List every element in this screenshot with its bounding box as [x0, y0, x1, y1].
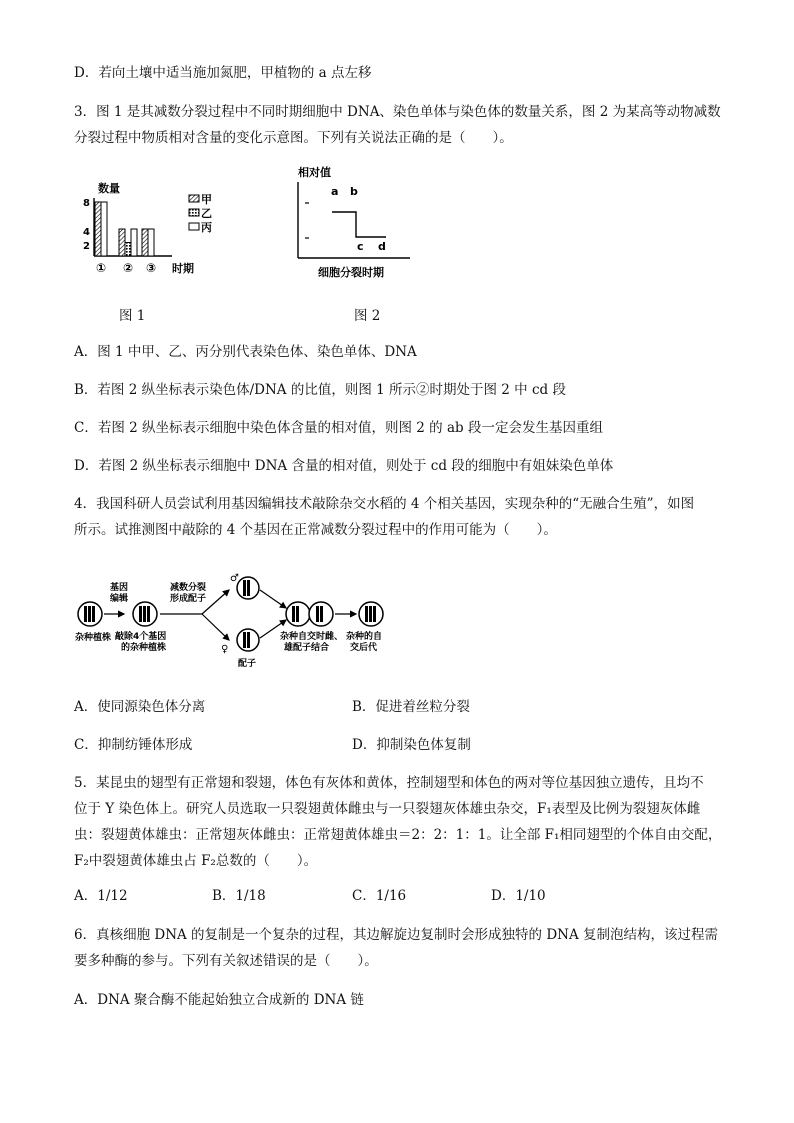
label-meiosis-2: 形成配子 — [170, 594, 207, 604]
figure-1-caption: 图 1 — [119, 308, 146, 324]
bar-bing-3 — [148, 229, 154, 256]
q5-option-b: B．1/18 — [212, 888, 266, 904]
q5-stem-line-2: 位于 Y 染色体上。研究人员选取一只裂翅黄体雌虫与一只裂翅灰体雄虫杂交，F₁表型及比例为裂翅灰体雌 — [74, 801, 701, 817]
label-knockout-2: 的杂种植株 — [121, 643, 167, 653]
q5-option-d: D．1/10 — [491, 888, 546, 904]
cell-offspring — [359, 602, 383, 626]
q4-stem-line-1: 4．我国科研人员尝试利用基因编辑技术敲除杂交水稻的 4 个相关基因，实现杂种的“无融合生殖”，如图 — [74, 496, 695, 512]
arrow-to-male — [202, 590, 229, 614]
legend-label-yi: 乙 — [201, 207, 212, 220]
legend-label-bing: 丙 — [201, 221, 212, 234]
q3-figure-2-chart — [290, 162, 420, 284]
figure2-xlabel: 细胞分裂时期 — [318, 266, 384, 279]
figure-2-caption: 图 2 — [354, 308, 381, 324]
label-gamete: 配子 — [238, 659, 257, 669]
figure1-ytick-2: 2 — [83, 241, 90, 252]
q6-stem-line-1: 6．真核细胞 DNA 的复制是一个复杂的过程，其边解旋边复制时会形成独特的 DNA 复制泡结构，该过程需 — [74, 927, 719, 943]
label-edit-1: 基因 — [110, 583, 129, 593]
figure1-cat-2: ② — [123, 261, 134, 275]
cell-hybrid-plant — [78, 602, 102, 626]
label-meiosis-1: 减数分裂 — [170, 583, 207, 593]
q5-stem-line-1: 5．某昆虫的翅型有正常翅和裂翅，体色有灰体和黄体，控制翅型和体色的两对等位基因独立遗传，且均不 — [74, 775, 704, 791]
figure1-cat-1: ① — [96, 261, 107, 275]
q5-stem-line-4: F₂中裂翅黄体雄虫占 F₂总数的（ ）。 — [74, 853, 318, 869]
q4-option-a: A．使同源染色体分离 — [74, 699, 206, 715]
figure2-point-b: b — [350, 185, 358, 198]
q4-apomixis-diagram — [74, 568, 394, 678]
q6-option-a: A．DNA 聚合酶不能起始独立合成新的 DNA 链 — [74, 992, 364, 1008]
label-knockout-1: 敲除4个基因 — [115, 632, 167, 642]
q2-option-d: D．若向土壤中适当施加氮肥，甲植物的 a 点左移 — [74, 65, 372, 81]
legend-swatch-yi — [189, 209, 199, 216]
label-edit-2: 编辑 — [110, 594, 129, 604]
bar-bing-2 — [131, 229, 137, 256]
bar-bing-1 — [101, 202, 107, 256]
q4-option-c: C．抑制纺锤体形成 — [74, 737, 193, 753]
q3-option-b: B．若图 2 纵坐标表示染色体/DNA 的比值，则图 1 所示②时期处于图 2 中 cd 段 — [74, 382, 566, 398]
bar-jia-2 — [119, 229, 125, 256]
q3-figure-1-chart — [78, 176, 228, 286]
legend-swatch-bing — [189, 223, 199, 230]
q5-stem-line-3: 虫：裂翅黄体雄虫：正常翅灰体雌虫：正常翅黄体雄虫＝2：2：1：1。让全部 F₁相同翅型的个体自由交配， — [74, 827, 722, 843]
bar-jia-1 — [95, 202, 101, 256]
q4-option-d: D．抑制染色体复制 — [352, 737, 471, 753]
figure1-ytick-4: 4 — [83, 227, 90, 238]
bar-yi-2 — [125, 243, 131, 257]
q6-stem-line-2: 要多种酶的参与。下列有关叙述错误的是（ ）。 — [74, 953, 378, 969]
q5-option-a: A．1/12 — [74, 888, 128, 904]
figure2-point-a: a — [331, 185, 339, 198]
q3-option-a: A．图 1 中甲、乙、丙分别代表染色体、染色单体、DNA — [74, 344, 417, 360]
legend-swatch-jia — [189, 195, 199, 202]
label-offspring-2: 交后代 — [350, 643, 378, 653]
q5-option-c: C．1/16 — [352, 888, 407, 904]
figure1-ytick-8: 8 — [83, 198, 90, 209]
q3-stem-line-1: 3．图 1 是其减数分裂过程中不同时期细胞中 DNA、染色单体与染色体的数量关系，图 2 为某高等动物减数 — [74, 104, 721, 120]
arrow-to-female — [202, 614, 229, 640]
female-symbol: ♀ — [221, 644, 229, 655]
figure2-ylabel: 相对值 — [298, 166, 331, 179]
figure1-bars — [95, 202, 154, 256]
cell-female-gamete — [237, 629, 259, 651]
cell-knockout-plant — [133, 602, 157, 626]
bar-jia-3 — [142, 229, 148, 256]
figure2-point-c: c — [357, 240, 364, 253]
figure2-point-d: d — [378, 240, 386, 253]
label-fusion-1: 杂种自交时雌、 — [280, 632, 344, 642]
q4-stem-line-2: 所示。试推测图中敲除的 4 个基因在正常减数分裂过程中的作用可能为（ ）。 — [74, 522, 557, 538]
figure2-step-line — [332, 212, 386, 237]
label-hybrid-plant: 杂种植株 — [75, 633, 112, 643]
figure1-xlabel: 时期 — [172, 262, 194, 275]
male-symbol: ♂ — [230, 573, 239, 584]
cell-fusion — [286, 602, 333, 626]
arrow-male-to-zygote — [260, 590, 286, 608]
q3-option-c: C．若图 2 纵坐标表示细胞中染色体含量的相对值，则图 2 的 ab 段一定会发生基因重组 — [74, 420, 603, 436]
q4-option-b: B．促进着丝粒分裂 — [352, 699, 470, 715]
legend-label-jia: 甲 — [201, 193, 212, 206]
q3-stem-line-2: 分裂过程中物质相对含量的变化示意图。下列有关说法正确的是（ ）。 — [74, 130, 513, 146]
figure1-cat-3: ③ — [146, 261, 157, 275]
label-offspring-1: 杂种的自 — [346, 632, 383, 642]
cell-male-gamete — [237, 577, 259, 599]
q3-option-d: D．若图 2 纵坐标表示细胞中 DNA 含量的相对值，则处于 cd 段的细胞中有姐妹染色单体 — [74, 458, 614, 474]
figure1-ylabel: 数量 — [98, 182, 120, 195]
label-fusion-2: 雄配子结合 — [284, 643, 330, 653]
